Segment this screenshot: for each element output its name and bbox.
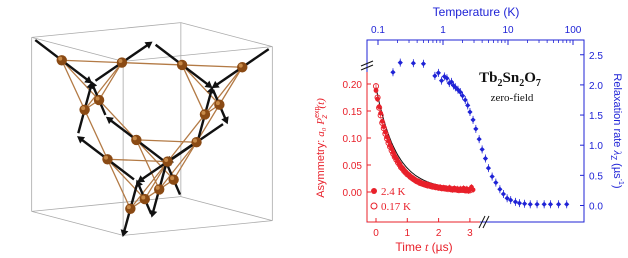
relaxation-rate-point <box>486 166 491 171</box>
tb-atom <box>140 194 150 204</box>
tb-atom <box>237 62 247 72</box>
relaxation-rate-point <box>439 78 444 83</box>
relaxation-rate-point <box>421 61 426 66</box>
cube-edge <box>181 23 272 47</box>
relaxation-rate-point <box>493 180 498 185</box>
right-tick-label: 1.5 <box>589 111 603 123</box>
spin-arrow-head <box>150 210 158 218</box>
atom-highlight <box>127 205 131 209</box>
relaxation-rate-point <box>467 109 472 114</box>
atom-highlight <box>81 106 85 110</box>
cube-edge <box>32 23 181 38</box>
atom-highlight <box>193 139 197 143</box>
top-tick-label: 1 <box>440 25 446 36</box>
tb-atom <box>177 60 187 70</box>
atom-highlight <box>58 57 62 61</box>
relaxation-rate-point <box>528 202 533 207</box>
top-tick-label: 100 <box>564 25 582 36</box>
spin-arrow-head <box>121 229 129 237</box>
relaxation-rate-point <box>490 174 495 179</box>
atom-highlight <box>133 136 137 140</box>
atom-highlight <box>164 158 168 162</box>
relaxation-rate-point <box>548 202 553 207</box>
compound-formula: $Tb_2Sn_2O_7$ <box>479 70 541 89</box>
fit-curve <box>376 87 473 189</box>
relaxation-rate-point <box>497 187 502 192</box>
relaxation-rate-point <box>470 117 475 122</box>
cube-edge <box>123 221 272 236</box>
right-tick-label: 0.5 <box>589 171 603 183</box>
lattice-bond <box>99 63 122 100</box>
lattice-bond <box>99 100 136 140</box>
cube-edge <box>123 47 272 62</box>
tb-atom <box>154 184 164 194</box>
atom-highlight <box>239 64 243 68</box>
tb-atom <box>214 100 224 110</box>
relaxation-rate-point <box>501 191 506 196</box>
relaxation-rate-point <box>398 60 403 65</box>
right-tick-label: 1.0 <box>589 141 603 153</box>
relaxation-rate-point <box>534 202 539 207</box>
tb-atom <box>131 135 141 145</box>
lattice-bond <box>62 60 99 100</box>
legend-label-1: 2.4 K <box>381 186 406 198</box>
tb-atom <box>125 204 135 214</box>
relaxation-rate-point <box>542 202 547 207</box>
relaxation-rate-point <box>390 70 395 75</box>
top-tick-label: 10 <box>502 25 514 36</box>
pyrochlore-lattice-illustration <box>32 23 273 237</box>
cube-edge <box>181 197 272 221</box>
left-tick-label: 0.15 <box>342 107 362 118</box>
relaxation-rate-point <box>436 70 441 75</box>
cube-edge <box>32 197 181 212</box>
tb-atom <box>117 57 127 67</box>
tb-atom <box>57 55 67 65</box>
legend-marker-open <box>371 203 377 209</box>
tb-atom <box>79 105 89 115</box>
atom-highlight <box>201 111 205 115</box>
tb-atom <box>168 175 178 185</box>
relaxation-rate-point <box>483 156 488 161</box>
top-axis-label: Temperature (K) <box>432 5 520 19</box>
cube-edge <box>32 37 123 61</box>
bottom-tick-label: 3 <box>467 228 473 239</box>
tb-atom <box>94 95 104 105</box>
atom-highlight <box>216 101 220 105</box>
bottom-tick-label: 2 <box>435 228 442 239</box>
left-tick-label: 0.10 <box>342 134 362 145</box>
lattice-bond <box>136 140 196 142</box>
left-axis-label: Asymmetry: a₀ $P^{exp}z(t)$ <box>314 98 329 198</box>
atom-highlight <box>141 195 145 199</box>
bottom-tick-label: 0 <box>373 228 379 239</box>
legend <box>371 186 411 213</box>
lattice-bond <box>174 142 197 179</box>
top-tick-label: 0.1 <box>371 25 385 36</box>
relaxation-rate-point <box>480 147 485 152</box>
left-tick-label: 0.20 <box>342 80 362 91</box>
tb-atom <box>191 137 201 147</box>
muon-relaxation-plot <box>314 5 624 254</box>
tb-atom <box>102 154 112 164</box>
relaxation-rate-point <box>556 202 561 207</box>
atom-highlight <box>156 186 160 190</box>
relaxation-rate-point <box>432 73 437 78</box>
atom-highlight <box>179 61 183 65</box>
bottom-axis-label: Time t (µs) <box>395 240 453 254</box>
relaxation-rate-point <box>477 137 482 142</box>
lattice-bond <box>182 65 242 67</box>
atom-highlight <box>118 59 122 63</box>
atom-highlight <box>170 176 174 180</box>
right-tick-label: 2.5 <box>589 50 603 62</box>
cube-edge <box>32 211 123 235</box>
tb-atom <box>162 156 172 166</box>
relaxation-rate-point <box>465 103 470 108</box>
left-tick-label: 0.00 <box>342 188 362 199</box>
legend-marker-filled <box>371 188 377 194</box>
relaxation-rate-point <box>473 126 478 131</box>
lattice-bond <box>107 159 167 161</box>
atom-highlight <box>104 156 108 160</box>
left-tick-label: 0.05 <box>342 161 362 172</box>
tb-atom <box>200 109 210 119</box>
right-tick-label: 0.0 <box>589 201 603 213</box>
lattice-bond <box>122 63 182 65</box>
legend-label-2: 0.17 K <box>381 201 411 213</box>
right-axis-label: Relaxation rate $\lambda_Z$ (µs$^{-1}$) <box>609 73 624 189</box>
bottom-tick-label: 1 <box>404 228 411 239</box>
relaxation-rate-point <box>411 61 416 66</box>
lattice-bond <box>62 60 122 62</box>
right-tick-label: 2.0 <box>589 80 603 92</box>
relaxation-rate-point <box>517 200 522 205</box>
condition-label: zero-field <box>490 92 534 104</box>
atom-highlight <box>96 96 100 100</box>
relaxation-rate-point <box>513 199 518 204</box>
relaxation-rate-point <box>522 201 527 206</box>
relaxation-rate-point <box>564 202 569 207</box>
lattice-bond <box>219 67 242 104</box>
relaxation-rate-point <box>463 97 468 102</box>
